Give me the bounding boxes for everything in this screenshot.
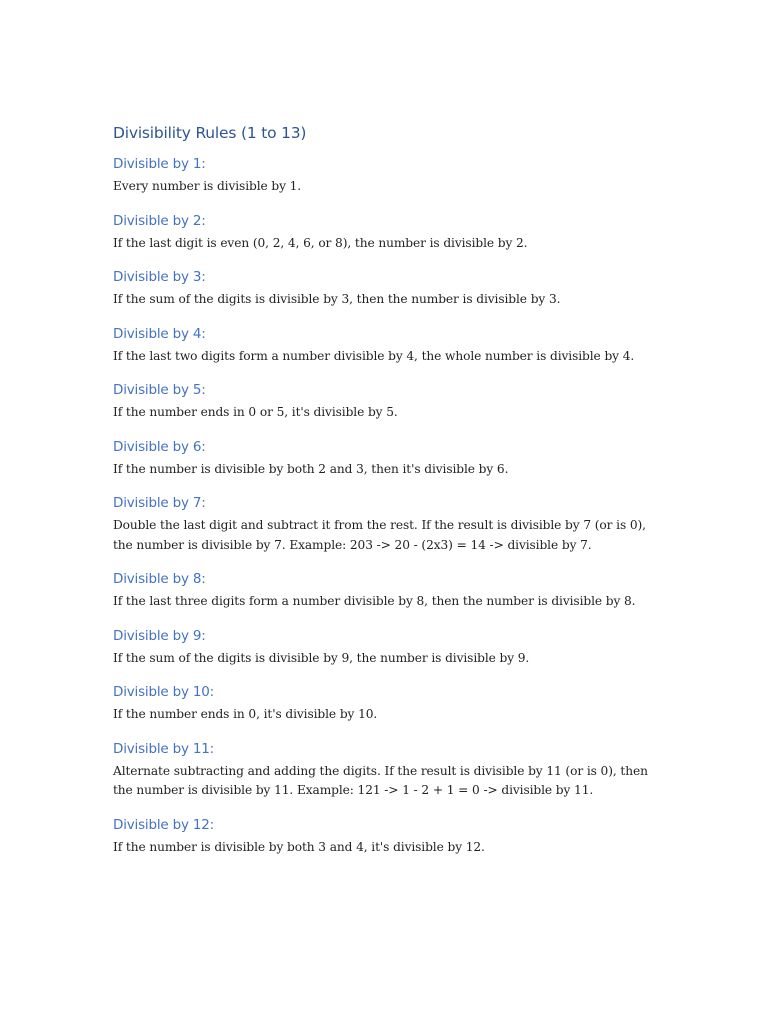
rule-text: If the number ends in 0 or 5, it's divisible by 5. [113, 405, 398, 419]
document-title: Divisibility Rules (1 to 13) [113, 124, 307, 142]
rule-section [113, 740, 658, 801]
rule-text: If the number is divisible by both 3 and 4, it's divisible by 12. [113, 839, 485, 854]
rule-section [113, 212, 658, 254]
rule-text: If the last digit is even (0, 2, 4, 6, or 8), the number is divisible by 2. [113, 235, 528, 250]
rule-section [113, 683, 658, 725]
rule-section [113, 438, 658, 480]
rule-text: If the sum of the digits is divisible by 3, then the number is divisible by 3. [113, 292, 561, 306]
rule-text: If the number ends in 0, it's divisible by 10. [113, 707, 378, 721]
rule-heading: Divisible by 8: [113, 571, 206, 587]
rule-section [113, 494, 658, 555]
rule-heading: Divisible by 11: [113, 740, 214, 757]
rule-text: If the last three digits form a number divisible by 8, then the number is divisible by 8. [113, 594, 636, 608]
rule-text: Every number is divisible by 1. [113, 179, 302, 193]
rule-section [113, 155, 658, 197]
rule-heading: Divisible by 6: [113, 438, 206, 455]
rule-heading: Divisible by 10: [113, 684, 214, 700]
rule-section [113, 627, 658, 669]
rule-heading: Divisible by 7: [113, 495, 206, 511]
rule-section [113, 268, 658, 310]
rule-heading: Divisible by 2: [113, 212, 206, 229]
rule-text: Alternate subtracting and adding the digits. If the result is divisible by 11 (or is 0), then the number is divisible by 11. Example: 121 -> 1 - 2 + 1 = 0 -> divisible by 11. [113, 763, 648, 797]
rule-section [113, 816, 658, 858]
rule-text: If the number is divisible by both 2 and 3, then it's divisible by 6. [113, 461, 509, 476]
rule-section [113, 325, 658, 367]
rule-section [113, 381, 658, 423]
rule-text: If the last two digits form a number divisible by 4, the whole number is divisible by 4. [113, 348, 635, 363]
rule-heading: Divisible by 12: [113, 816, 214, 833]
rule-section [113, 570, 658, 612]
rule-heading: Divisible by 5: [113, 382, 206, 398]
rule-heading: Divisible by 4: [113, 325, 206, 342]
rule-heading: Divisible by 9: [113, 627, 206, 644]
rule-text: Double the last digit and subtract it from the rest. If the result is divisible by 7 (or is 0), the number is divisible by 7. Example: 203 -> 20 - (2x3) = 14 -> divisible by 7. [113, 518, 646, 552]
rule-heading: Divisible by 3: [113, 269, 206, 285]
rule-text: If the sum of the digits is divisible by 9, the number is divisible by 9. [113, 650, 530, 665]
rule-heading: Divisible by 1: [113, 156, 206, 172]
